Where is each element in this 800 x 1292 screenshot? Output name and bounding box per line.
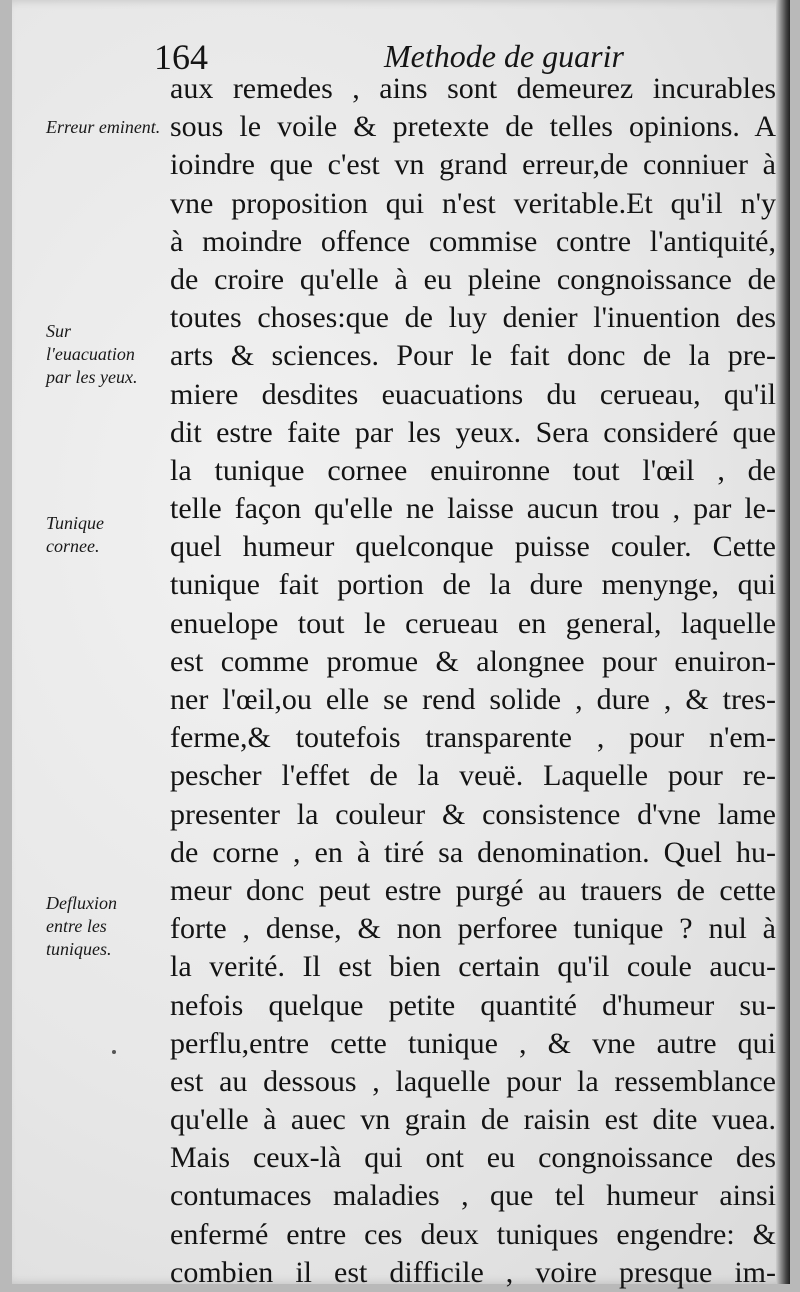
text-line: à moindre offence commise contre l'antiquité,: [170, 224, 776, 258]
text-line: sous le voile & pretexte de telles opinions. A: [170, 110, 776, 144]
text-line: pescher l'effet de la veuë. Laquelle pour re-: [170, 759, 776, 793]
text-line: la tunique cornee enuironne tout l'œil , de: [170, 453, 776, 487]
text-line: presenter la couleur & consistence d'vne lame: [170, 797, 776, 831]
text-line: ferme,& toutefois transparente , pour n'em-: [170, 721, 776, 755]
text-line: arts & sciences. Pour le fait donc de la pre-: [170, 339, 776, 373]
running-title: Methode de guarir: [384, 38, 624, 74]
page-gutter-shadow: [776, 0, 790, 1284]
page-number: 164: [154, 37, 208, 77]
text-line: telle façon qu'elle ne laisse aucun trou , par le-: [170, 492, 776, 526]
text-line: enuelope tout le cerueau en general, laquelle: [170, 606, 776, 640]
margin-note-euacuation: Sur l'euacuation par les yeux.: [46, 321, 138, 387]
text-line: contumaces maladies , que tel humeur ainsi: [170, 1179, 776, 1213]
text-line: ioindre que c'est vn grand erreur,de conniuer à: [170, 148, 776, 182]
text-line: meur donc peut estre purgé au trauers de cette: [170, 873, 776, 907]
text-line: nefois quelque petite quantité d'humeur su-: [170, 988, 776, 1022]
margin-mark: [112, 1050, 116, 1054]
text-line: est au dessous , laquelle pour la ressemblance: [170, 1064, 776, 1098]
text-line: forte , dense, & non perforee tunique ? nul à: [170, 912, 776, 946]
text-line: de croire qu'elle à eu pleine congnoissance de: [170, 262, 776, 296]
text-line: la verité. Il est bien certain qu'il coule aucu-: [170, 950, 776, 984]
text-line: perflu,entre cette tunique , & vne autre qui: [170, 1026, 776, 1060]
text-line: tunique fait portion de la dure menynge, qui: [170, 568, 776, 602]
text-line: aux remedes , ains sont demeurez incurables: [170, 72, 776, 105]
text-line: enfermé entre ces deux tuniques engendre: &: [170, 1217, 776, 1251]
margin-note-tunique-cornee: Tunique cornee.: [46, 513, 105, 556]
text-line: quel humeur quelconque puisse couler. Cette: [170, 530, 776, 564]
text-line: combien il est difficile , voire presque im-: [170, 1255, 776, 1289]
book-page: [12, 0, 790, 1289]
text-line: Mais ceux-là qui ont eu congnoissance des: [170, 1141, 776, 1175]
text-line: ner l'œil,ou elle se rend solide , dure , & tres-: [170, 683, 776, 716]
text-line: dit estre faite par les yeux. Sera consideré que: [170, 415, 776, 449]
text-line: de corne , en à tiré sa denomination. Quel hu-: [170, 835, 776, 869]
text-line: qu'elle à auec vn grain de raisin est dite vuea.: [170, 1103, 776, 1137]
text-line: vne proposition qui n'est veritable.Et qu'il n'y: [170, 186, 776, 220]
margin-note-erreur: Erreur eminent.: [46, 117, 161, 137]
text-line: toutes choses:que de luy denier l'inuention des: [170, 301, 776, 335]
text-line: est comme promue & alongnee pour enuiron-: [170, 644, 776, 678]
text-line: miere desdites euacuations du cerueau, qu'il: [170, 377, 776, 411]
body-text: [170, 70, 776, 1292]
margin-note-defluxion: Defluxion entre les tuniques.: [46, 893, 117, 959]
